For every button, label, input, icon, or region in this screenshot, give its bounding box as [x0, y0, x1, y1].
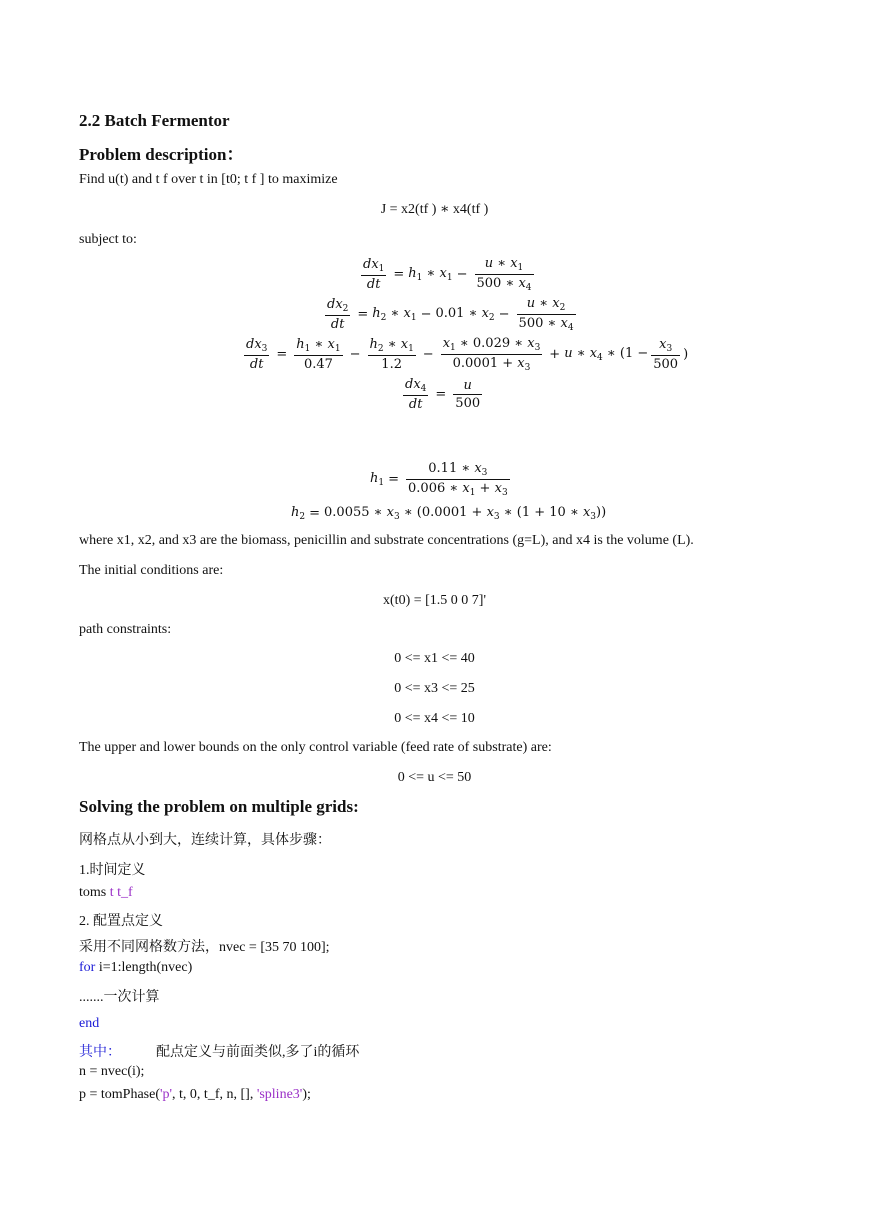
- p-prefix: p = tomPhase(: [79, 1087, 160, 1102]
- once-calc-line: .......一次计算: [79, 990, 160, 1005]
- h1-den: 0.006: [408, 481, 446, 496]
- p-line: [79, 1087, 311, 1103]
- initial-value: x(t0) = [1.5 0 0 7]': [383, 593, 486, 608]
- p-middle: , t, 0, t_f, n, [],: [172, 1087, 257, 1102]
- dx3-num3: 0.029: [472, 336, 511, 351]
- for-keyword: for: [79, 960, 96, 975]
- p-suffix: );: [302, 1087, 311, 1102]
- intro-text: Find u(t) and t f over t in [t0; t f ] to maximize: [79, 172, 338, 187]
- for-line: [79, 960, 192, 976]
- toms-keyword: toms: [79, 885, 107, 900]
- p-string-name: 'p': [160, 1087, 173, 1102]
- h1-num: 0.11: [428, 461, 458, 476]
- path-constraint-x4: 0 <= x4 <= 10: [394, 711, 475, 726]
- end-keyword: end: [79, 1016, 100, 1031]
- equation-dx4: $\frac{dx_4}{dt}$ = $\frac{u}{500}$: [405, 377, 481, 412]
- subject-to-label: subject to:: [79, 232, 137, 247]
- objective-equation: J = x2(tf ) ∗ x4(tf ): [380, 202, 489, 217]
- note-line: [79, 1041, 359, 1061]
- dx2-const: 0.01: [435, 306, 465, 321]
- bounds-value: 0 <= u <= 50: [397, 770, 472, 785]
- where-text: where x1, x2, and x3 are the biomass, penicillin and substrate concentrations (g=L), and x4 is the volume (L).: [79, 533, 694, 548]
- h2-const3: 1: [521, 505, 531, 520]
- grids-heading: Solving the problem on multiple grids:: [79, 797, 359, 816]
- path-constraint-x3: 0 <= x3 <= 25: [394, 681, 475, 696]
- equation-dx3: $\frac{dx_3}{dt}$ = $\frac{h_1 ∗ x_1}{0.47}$ − $\frac{h_2 ∗ x_1}{1.2}$ − $\frac{x_1 ∗ 0.029 ∗ x_3}{0.0001 + x_3}$ + u ∗ $x_4$ ∗ (1 − $\frac{x_3}{500}$ ): [246, 336, 689, 373]
- equation-dx1: $\frac{dx_1}{dt}$ = $h_1$ ∗ $x_1$ − $\frac{u ∗ x_1}{500 ∗ x_4}$: [363, 256, 532, 293]
- dx3-den4: 500: [653, 357, 679, 372]
- dx3-den2: 1.2: [381, 357, 402, 372]
- note-label: 其中：: [79, 1045, 121, 1060]
- n-line: n = nvec(i);: [79, 1064, 145, 1079]
- note-text: 配点定义与前面类似,多了i的循环: [156, 1045, 360, 1060]
- step2-label: 2. 配置点定义: [79, 914, 163, 929]
- initial-label: The initial conditions are:: [79, 563, 224, 578]
- h2-const2: 0.0001: [421, 505, 468, 520]
- equation-dx2: $\frac{dx_2}{dt}$ = $h_2$ ∗ $x_1$ − 0.01 ∗ $x_2$ − $\frac{u ∗ x_2}{500 ∗ x_4}$: [327, 296, 574, 333]
- problem-heading: Problem description：: [79, 145, 244, 164]
- denom-500-a: 500: [476, 276, 502, 291]
- h2-const4: 10: [549, 505, 566, 520]
- dx3-den1: 0.47: [303, 357, 333, 372]
- for-expr: i=1:length(nvec): [98, 960, 193, 975]
- grids-intro: 网格点从小到大，连续计算，具体步骤：: [79, 833, 331, 848]
- nvec-line: 采用不同网格数方法，nvec = [35 70 100];: [79, 940, 330, 955]
- equation-h2: $h_2$ = 0.0055 ∗ $x_3$ ∗ ($0.0001 + x_3$ ∗ (1 + 10 ∗ $x_3$)): [291, 505, 607, 522]
- h2-const1: 0.0055: [324, 505, 370, 520]
- bounds-label: The upper and lower bounds on the only control variable (feed rate of substrate) are:: [79, 740, 552, 755]
- p-string-type: 'spline3': [256, 1087, 303, 1102]
- section-title: 2.2 Batch Fermentor: [79, 111, 230, 130]
- path-label: path constraints:: [79, 622, 172, 637]
- toms-vars: t t_f: [109, 885, 133, 900]
- denom-500-c: 500: [455, 396, 481, 411]
- path-constraint-x1: 0 <= x1 <= 40: [394, 651, 475, 666]
- equation-h1: $h_1$ = $\frac{0.11 ∗ x_3}{0.006 ∗ x_1 + x_3}$: [370, 461, 508, 498]
- denom-500-b: 500: [518, 316, 544, 331]
- dx3-den3: 0.0001: [452, 356, 499, 371]
- toms-line: [79, 885, 133, 901]
- step1-label: 1.时间定义: [79, 863, 146, 878]
